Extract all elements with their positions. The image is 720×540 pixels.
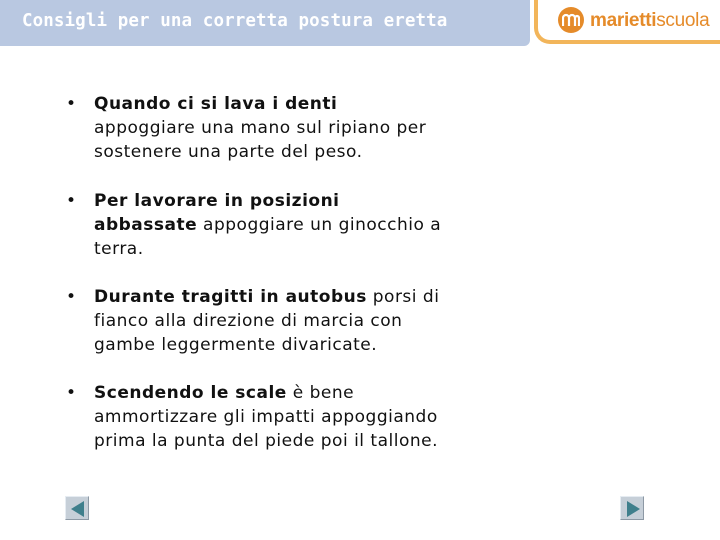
item-bold-text: Scendendo le scale (94, 383, 287, 403)
header-bar (0, 0, 720, 50)
logo-wordmark (590, 10, 709, 32)
bullet-icon: • (66, 287, 77, 307)
item-bold-text: Quando ci si lava i denti (94, 94, 338, 114)
item-text: terra. (94, 239, 144, 259)
item-text: porsi di (366, 287, 440, 307)
next-slide-button[interactable] (620, 496, 644, 520)
list-item (66, 92, 426, 164)
previous-slide-button[interactable] (65, 496, 89, 520)
item-text: appoggiare un ginocchio a (197, 215, 442, 235)
list-item (66, 381, 438, 453)
item-text: fianco alla direzione di marcia con (94, 311, 403, 331)
item-text: ammortizzare gli impatti appoggiando (94, 407, 438, 427)
list-item (66, 285, 439, 357)
item-text: prima la punta del piede poi il tallone. (94, 431, 438, 451)
marietti-logo-icon (558, 7, 584, 33)
triangle-right-icon (623, 499, 643, 519)
bullet-icon: • (66, 191, 77, 211)
item-text: gambe leggermente divaricate. (94, 335, 378, 355)
bullet-icon: • (66, 94, 77, 114)
item-bold-text: abbassate (94, 215, 198, 235)
list-item (66, 189, 441, 261)
item-text: è bene (286, 383, 355, 403)
logo-brand-bold: marietti (590, 10, 657, 31)
logo-brand-light: scuola (656, 10, 710, 31)
item-text: sostenere una parte del peso. (94, 142, 363, 162)
item-bold-text: Durante tragitti in autobus (94, 287, 367, 307)
title-bar (0, 0, 530, 46)
page-title: Consigli per una corretta postura eretta (22, 11, 448, 31)
item-text: appoggiare una mano sul ripiano per (94, 118, 427, 138)
bullet-icon: • (66, 383, 77, 403)
publisher-logo (534, 0, 720, 44)
triangle-left-icon (68, 499, 88, 519)
item-bold-text: Per lavorare in posizioni (94, 191, 340, 211)
